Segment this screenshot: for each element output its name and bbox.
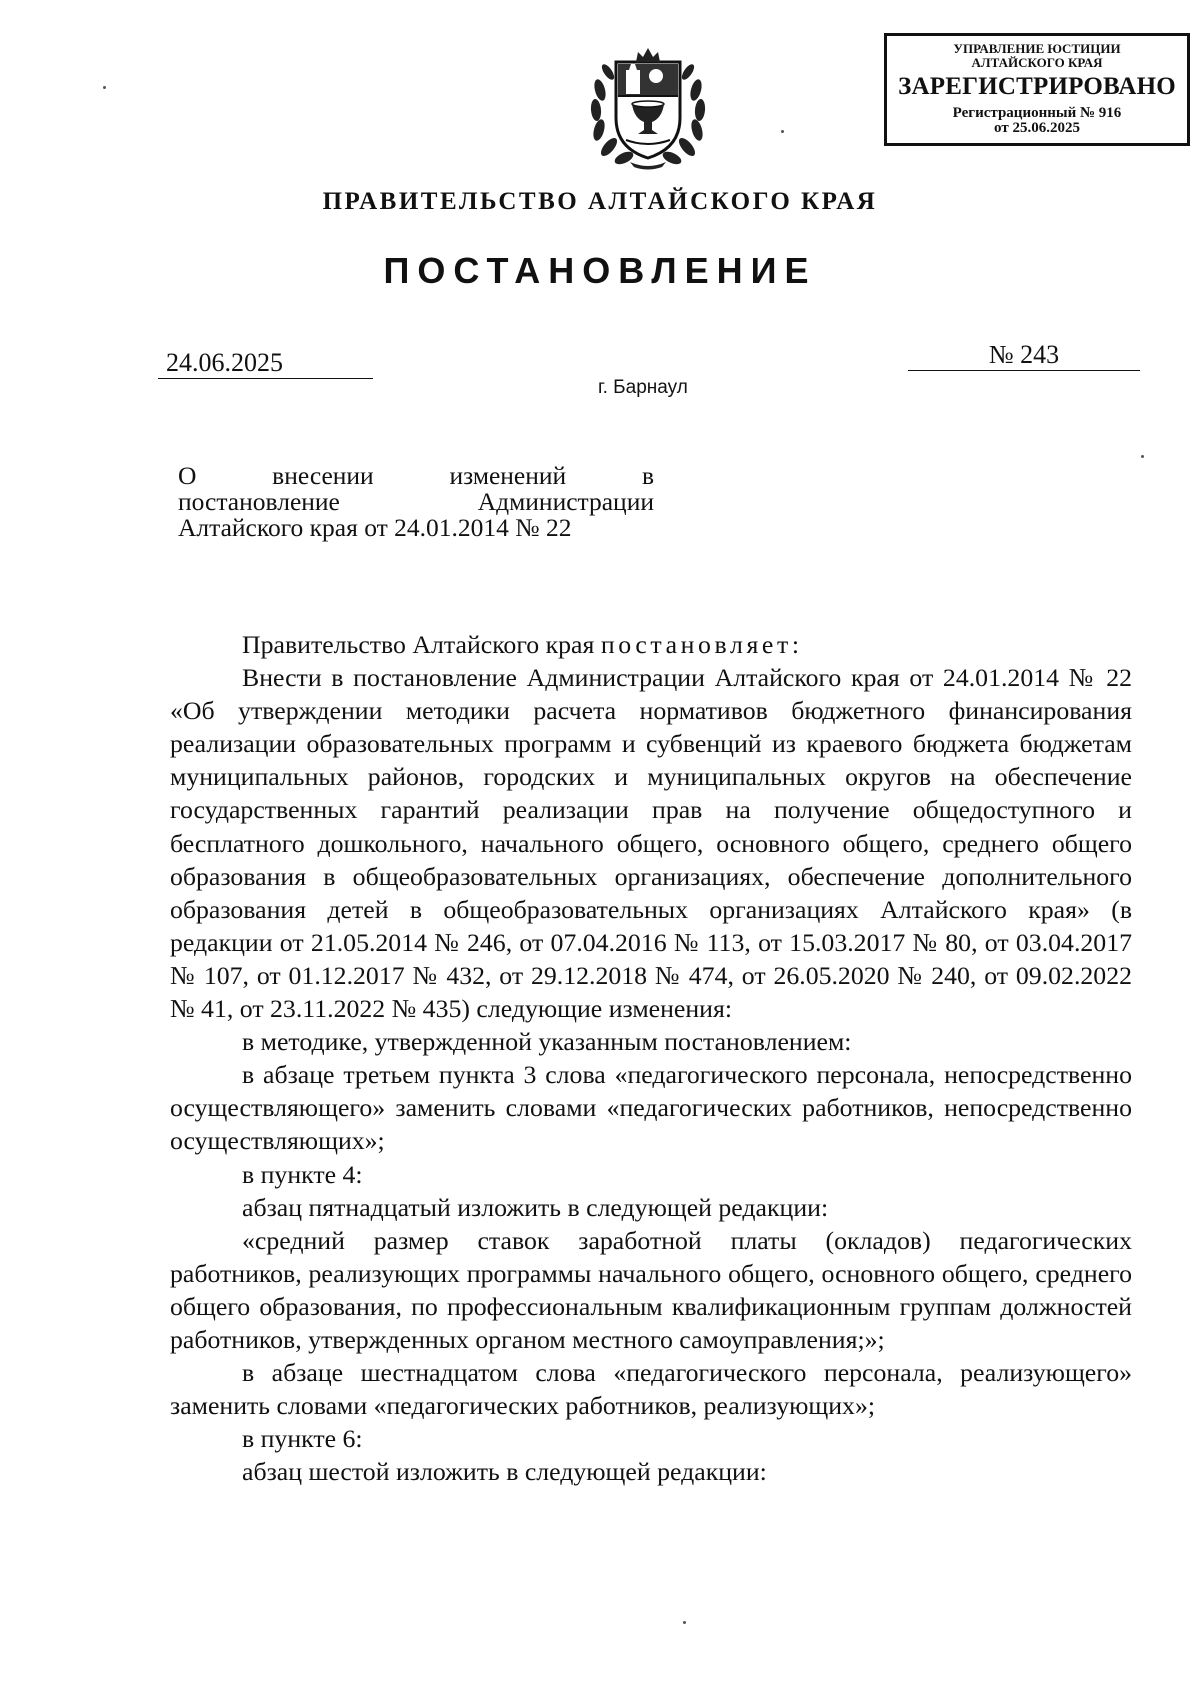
stamp-authority-line1: УПРАВЛЕНИЕ ЮСТИЦИИ bbox=[953, 41, 1121, 56]
scan-speck bbox=[1141, 455, 1144, 458]
subject-line: постановление Администрации bbox=[178, 487, 654, 516]
document-body bbox=[170, 628, 1132, 1488]
body-paragraph: в абзаце шестнадцатом слова «педагогического персонала, реализующего» заменить словами «педагогических работников, реализующих»; bbox=[170, 1358, 1132, 1421]
document-type-title: ПОСТАНОВЛЕНИЕ bbox=[383, 250, 817, 291]
document-city: г. Барнаул bbox=[598, 377, 688, 398]
scan-speck bbox=[781, 130, 784, 133]
intro-colon: : bbox=[791, 630, 800, 659]
coat-of-arms-icon bbox=[586, 40, 710, 170]
intro-text: Правительство Алтайского края bbox=[242, 630, 601, 659]
body-paragraph: Внести в постановление Администрации Алтайского края от 24.01.2014 № 22 «Об утверждении методики расчета нормативов бюджетного финансирования реализации образовательных программ и субвенций из краевого бюджета бюджетам муниципальных районов, городских и муниципальных округов на обеспечение государственных гарантий реализации прав на получение общедоступного и бесплатного дошкольного, начального общего, основного общего, среднего общего образования в общеобразовательных организациях, обеспечение дополнительного образования детей в общеобразовательных организациях Алтайского края» (в редакции от 21.05.2014 № 246, от 07.04.2016 № 113, от 15.03.2017 № 80, от 03.04.2017 № 107, от 01.12.2017 № 432, от 29.12.2018 № 474, от 26.05.2020 № 240, от 09.02.2022 № 41, от 23.11.2022 № 435) следующие изменения: bbox=[170, 663, 1132, 1024]
document-subject bbox=[178, 463, 654, 541]
scan-speck bbox=[103, 86, 106, 89]
body-intro bbox=[170, 628, 1132, 661]
scan-speck bbox=[683, 1621, 686, 1624]
subject-line: О внесении изменений в bbox=[178, 461, 654, 490]
government-name: ПРАВИТЕЛЬСТВО АЛТАЙСКОГО КРАЯ bbox=[322, 188, 878, 215]
body-paragraph: в абзаце третьем пункта 3 слова «педагогического персонала, непосредственно осуществляющего» заменить словами «педагогических работников, непосредственно осуществляющих»; bbox=[170, 1060, 1132, 1156]
stamp-reg-number: Регистрационный № 916 bbox=[952, 104, 1122, 121]
intro-resolves: постановляет bbox=[600, 630, 792, 659]
body-paragraph: «средний размер ставок заработной платы (окладов) педагогических работников, реализующих программы начального общего, основного общего, среднего общего образования, по профессиональным квалификационным группам должностей работников, утвержденных органом местного самоуправления;»; bbox=[170, 1225, 1132, 1354]
document-number: № 243 bbox=[908, 340, 1140, 371]
stamp-status: ЗАРЕГИСТРИРОВАНО bbox=[898, 73, 1176, 101]
stamp-authority-line2: АЛТАЙСКОГО КРАЯ bbox=[971, 54, 1103, 70]
subject-line: Алтайского края от 24.01.2014 № 22 bbox=[178, 513, 572, 542]
body-paragraph: в методике, утвержденной указанным постановлением: bbox=[242, 1027, 852, 1057]
document-date: 24.06.2025 bbox=[158, 348, 373, 379]
body-paragraph: абзац шестой изложить в следующей редакции: bbox=[242, 1457, 767, 1487]
body-paragraph: в пункте 6: bbox=[242, 1424, 363, 1454]
body-paragraph: в пункте 4: bbox=[242, 1159, 363, 1189]
stamp-reg-date: от 25.06.2025 bbox=[994, 120, 1080, 137]
registration-stamp bbox=[884, 33, 1190, 146]
body-paragraph: абзац пятнадцатый изложить в следующей редакции: bbox=[242, 1192, 829, 1222]
